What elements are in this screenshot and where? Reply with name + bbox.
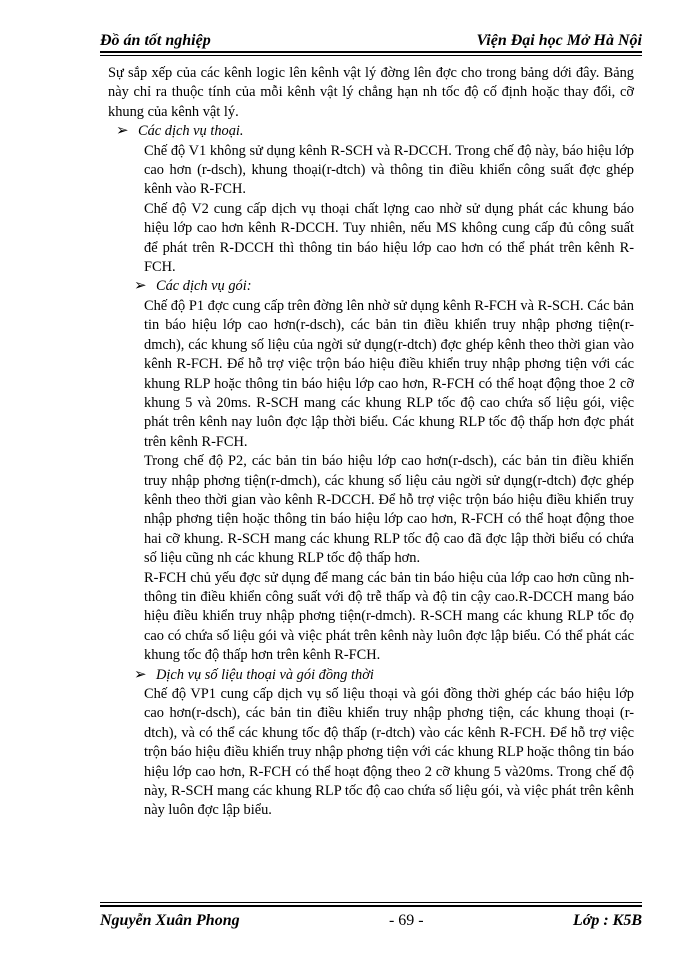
footer-rule-thin [100,902,642,903]
page-header [100,18,642,50]
header-right-title: Viện Đại học Mở Hà Nội [476,32,642,49]
section-voice-heading [116,122,634,141]
arrowhead-bullet-icon: ➢ [134,666,147,683]
section-packet-heading [134,277,634,296]
footer-class: Lớp : K5B [572,912,642,929]
header-rule-thin [100,55,642,56]
voice-mode-v2-paragraph: Chế độ V2 cung cấp dịch vụ thoại chất lợng cao nhờ sử dụng phát các khung báo hiệu lớp cao hơn kênh R-DCCH. Tuy nhiên, nếu MS không cung cấp đủ công suất để phát trên R-DCCH thì thông tin báo hiệu lớp cao hơn có thể phát trên kênh R-FCH. [144,200,634,276]
header-left-title: Đồ án tốt nghiệp [100,32,211,49]
intro-paragraph: Sự sắp xếp của các kênh logic lên kênh vật lý đờng lên đợc cho trong bảng dới đây. Bảng này chỉ ra thuộc tính của mỗi kênh vật lý chẳng hạn nh tốc độ cố định hoặc thay đổi, cỡ khung của kênh vật lý. [108,65,634,120]
section-heading-text: Các dịch vụ gói: [156,278,252,295]
concurrent-mode-vp1-paragraph: Chế độ VP1 cung cấp dịch vụ số liệu thoại và gói đồng thời ghép các báo hiệu lớp cao hơn(r-dsch), các bản tin điều khiển truy nhập phơng tiện, các khung thoại (r-dtch), và có thể các khung tốc độ thấp (r-dtch) vào các kênh R-FCH. Để hỗ trợ việc trộn báo hiệu điều khiển truy nhập phơng tiện với các khung RLP hoặc thông tin báo hiệu lớp cao hơn, R-FCH có thể hoạt động theo 2 cỡ khung 5 và20ms. Trong chế độ này, R-SCH mang các khung RLP tốc độ cao chứa số liệu gói, và việc phát trên kênh này luôn đợc lập biểu. [144,686,634,819]
arrowhead-bullet-icon: ➢ [134,278,147,295]
arrowhead-bullet-icon: ➢ [116,123,129,140]
page-body [108,64,634,821]
header-rule-thick [100,51,642,53]
page-footer [100,906,642,936]
packet-rfch-paragraph: R-FCH chủ yếu đợc sử dụng để mang các bản tin báo hiệu của lớp cao hơn cũng nh thông tin điều khiển công suất với độ trễ thấp và độ tin cậy cao.R-DCCH mang báo hiệu điều khiển truy nhập phơng tiện(r-dmch). R-SCH mang các khung RLP tốc đọ cao có chứa số liệu gói và việc phát trên kênh này luôn đợc lập biểu. Có thể phát các khung tốc độ thấp hơn trên kênh R-FCH. [144,569,634,664]
footer-author: Nguyễn Xuân Phong [100,912,240,929]
voice-mode-v1-paragraph: Chế độ V1 không sử dụng kênh R-SCH và R-DCCH. Trong chế độ này, báo hiệu lớp cao hơn (r-dsch), khung thoại(r-dtch) và thông tin điều khiển công suất đợc ghép kênh vào R-FCH. [144,142,634,198]
section-heading-text: Các dịch vụ thoại. [138,123,244,140]
packet-mode-p2-paragraph: Trong chế độ P2, các bản tin báo hiệu lớp cao hơn(r-dsch), các bản tin điều khiển truy nhập phơng tiện(r-dmch), các khung số liệu cảu ngời sử dụng(r-dtch) đợc ghép kênh theo thời gian vào kênh R-DCCH. Để hỗ trợ việc trộn báo hiệu điều khiển truy nhập phơng tiện hoặc thông tin báo hiệu lớp cao hơn, R-FCH có thể hoạt động thoe hai cỡ khung. R-SCH mang các khung RLP tốc độ cao đã đợc lập thời biểu có chứa số liệu cũng nh các khung RLP tốc độ thấp hơn. [144,453,634,567]
section-heading-text: Dịch vụ số liệu thoại và gói đồng thời [156,666,374,683]
section-concurrent-heading [134,666,634,685]
packet-mode-p1-paragraph: Chế độ P1 đợc cung cấp trên đờng lên nhờ sử dụng kênh R-FCH và R-SCH. Các bản tin báo hiệu lớp cao hơn(r-dsch), các bản tin điều khiển truy nhập phơng tiện(r-dmch), các khung số liệu của ngời sử dụng(r-dtch) đợc ghép kênh theo thời gian vào kênh R-FCH. Để hỗ trợ việc trộn báo hiệu điều khiển truy nhập phơng tiện với các khung RLP hoặc thông tin báo hiệu lớp cao hơn, R-FCH có thể hoạt động thoe 2 cỡ khung 5 và 20ms. R-SCH mang các khung RLP tốc độ cao chứa số liệu gói, việc phát trên kênh nay luôn đợc lập thời biểu. Các khung RLP tốc độ thấp hơn đợc phát trên kênh R-FCH. [144,297,634,450]
page-number: - 69 - [388,912,424,929]
